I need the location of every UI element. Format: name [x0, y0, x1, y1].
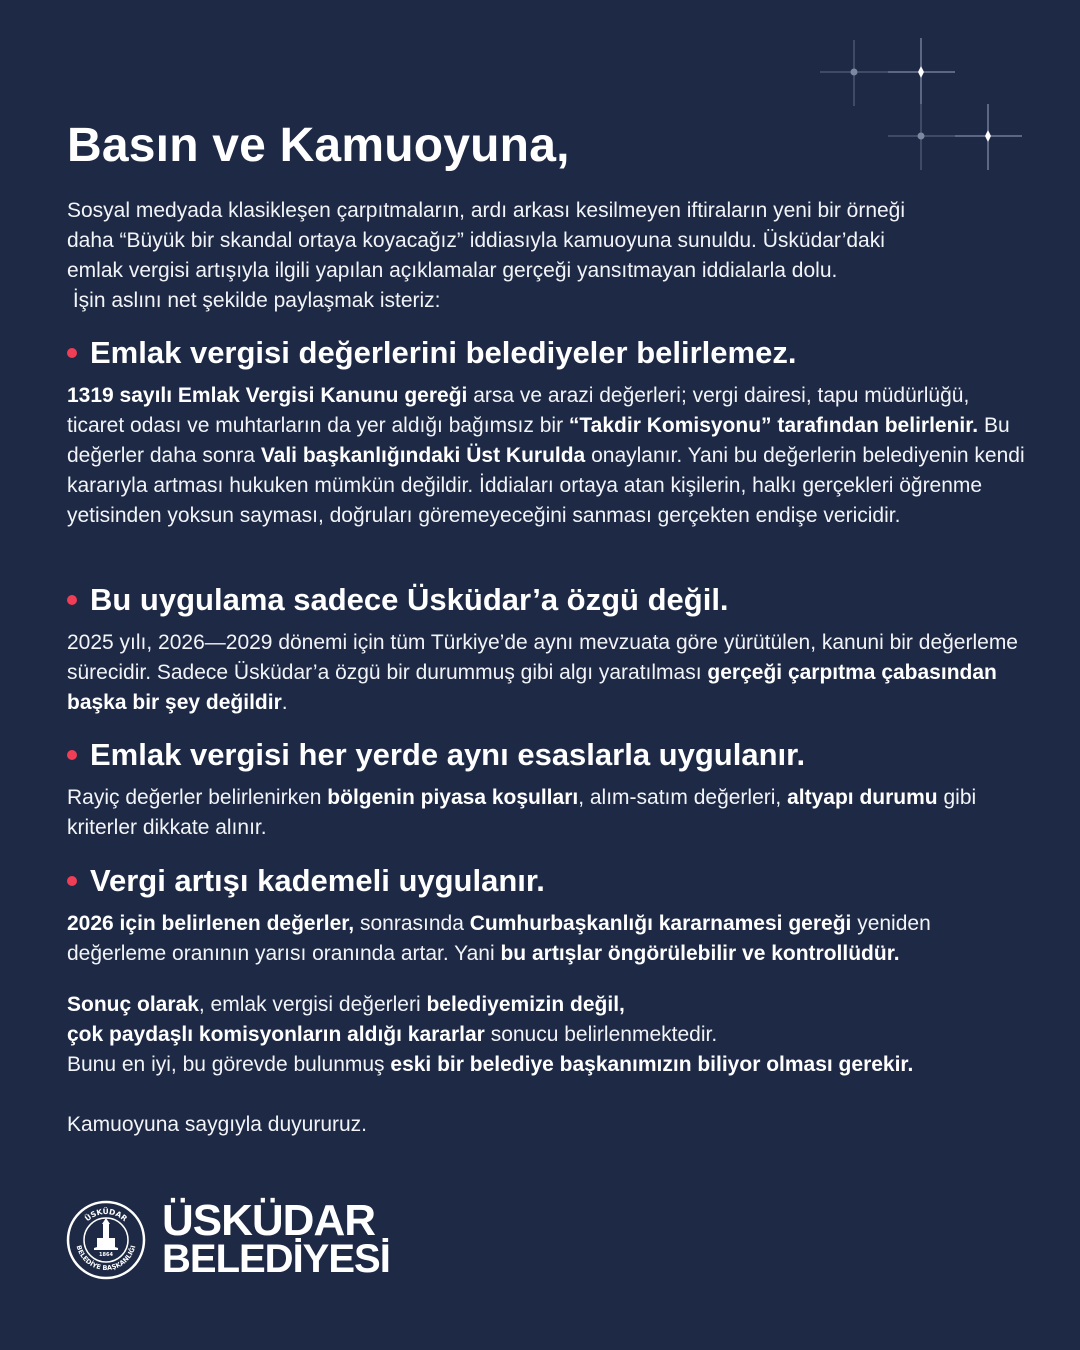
- section-body: [67, 783, 1027, 843]
- body-text: Bu değerler daha sonra: [67, 414, 1010, 467]
- section-body: [67, 628, 1027, 718]
- section-not-only-uskudar: [67, 580, 1027, 718]
- body-text: arsa ve arazi değerleri; vergi dairesi, tapu müdürlüğü, ticaret odası ve muhtarların da yer aldığı bağımsız bir: [67, 384, 970, 437]
- bold-text: 1319 sayılı Emlak Vergisi Kanunu gereği: [67, 384, 468, 407]
- municipality-seal-icon: [66, 1200, 146, 1280]
- bullet-dot-icon: [67, 750, 77, 760]
- intro-line: İşin aslını net şekilde paylaşmak isteriz:: [67, 289, 441, 312]
- bold-text: bölgenin piyasa koşulları: [327, 786, 579, 809]
- intro-line: daha “Büyük bir skandal ortaya koyacağız” iddiasıyla kamuoyuna sunuldu. Üsküdar’daki: [67, 229, 885, 252]
- body-text: , emlak vergisi değerleri: [198, 993, 427, 1016]
- bold-text: bu artışlar öngörülebilir ve kontrollüdür.: [500, 942, 900, 965]
- bold-text: çok paydaşlı komisyonların aldığı kararlar: [67, 1023, 485, 1046]
- bold-text: “Takdir Komisyonu” tarafından belirlenir.: [568, 414, 979, 437]
- bold-text: gerçeği çarpıtma çabasından başka bir şey değildir: [67, 661, 997, 714]
- body-text: Rayiç değerler belirlenirken: [67, 786, 328, 809]
- bold-text: Vali başkanlığındaki Üst Kurulda: [260, 444, 586, 467]
- body-text: yeniden değerleme oranının yarısı oranında artar. Yani: [67, 912, 931, 965]
- section-body: [67, 909, 1027, 969]
- body-text: Bunu en iyi, bu görevde bulunmuş: [67, 1053, 391, 1076]
- section-title: Vergi artışı kademeli uygulanır.: [90, 863, 545, 898]
- bullet-dot-icon: [67, 876, 77, 886]
- bold-text: 2026 için belirlenen değerler,: [67, 912, 355, 935]
- seal-year: 1864: [99, 1252, 113, 1258]
- seal-top-text: ÜSKÜDAR: [82, 1206, 130, 1224]
- section-heading: [67, 735, 1027, 775]
- bullet-dot-icon: [67, 595, 77, 605]
- seal-bottom-text: BELEDİYE BAŞKANLIĞI: [74, 1244, 138, 1273]
- page-title: Basın ve Kamuoyuna,: [67, 119, 570, 172]
- body-text: onaylanır. Yani bu değerlerin belediyenin kendi kararıyla artması hukuken mümkün değildir. İddiaları ortaya atan kişilerin, halkı gerçekleri öğrenme yetisinden yoksun sayması, doğruları göremeyeceğini sanması gerçekten endişe vericidir.: [67, 444, 1025, 527]
- intro-line: emlak vergisi artışıyla ilgili yapılan açıklamalar gerçeği yansıtmayan iddialarla dolu.: [67, 259, 838, 282]
- body-text: sonrasında: [354, 912, 470, 935]
- body-text: .: [281, 691, 288, 714]
- section-gradual-increase: [67, 861, 1027, 969]
- bold-text: belediyemizin değil,: [426, 993, 625, 1016]
- sparkle-decoration-icon: [800, 30, 1040, 180]
- conclusion-line: [67, 1020, 1027, 1050]
- closing-line: Kamuoyuna saygıyla duyururuz.: [67, 1113, 367, 1136]
- bullet-dot-icon: [67, 348, 77, 358]
- intro-line: Sosyal medyada klasikleşen çarpıtmaların, ardı arkası kesilmeyen iftiraların yeni bir örneği: [67, 199, 906, 222]
- section-body: [67, 381, 1027, 531]
- uskudar-municipality-logo: [66, 1196, 390, 1281]
- conclusion-line: [67, 990, 1027, 1020]
- bold-text: Cumhurbaşkanlığı kararnamesi gereği: [469, 912, 852, 935]
- wordmark-line-1: ÜSKÜDAR: [162, 1196, 375, 1245]
- section-title: Emlak vergisi değerlerini belediyeler belirlemez.: [90, 335, 797, 370]
- body-text: , alım-satım değerleri,: [578, 786, 788, 809]
- section-same-principles: [67, 735, 1027, 843]
- conclusion-line: [67, 1050, 1027, 1080]
- section-heading: [67, 861, 1027, 901]
- section-title: Bu uygulama sadece Üsküdar’a özgü değil.: [90, 582, 729, 617]
- section-heading: [67, 333, 1027, 373]
- intro-paragraph: [67, 196, 1027, 316]
- bold-text: eski bir belediye başkanımızın biliyor olması gerekir.: [390, 1053, 914, 1076]
- wordmark: [162, 1196, 390, 1281]
- body-text: gibi kriterler dikkate alınır.: [67, 786, 977, 839]
- bold-text: Sonuç olarak: [67, 993, 199, 1016]
- body-text: 2025 yılı, 2026—2029 dönemi için tüm Türkiye’de aynı mevzuata göre yürütülen, kanuni bir değerleme sürecidir. Sadece Üsküdar’a özgü bir durummuş gibi algı yaratılması: [67, 631, 1018, 684]
- section-heading: [67, 580, 1027, 620]
- section-tax-values: [67, 333, 1027, 531]
- section-title: Emlak vergisi her yerde aynı esaslarla uygulanır.: [90, 737, 806, 772]
- body-text: sonucu belirlenmektedir.: [484, 1023, 718, 1046]
- wordmark-line-2: BELEDİYESİ: [162, 1237, 390, 1281]
- conclusion-paragraph: [67, 990, 1027, 1080]
- bold-text: altyapı durumu: [787, 786, 938, 809]
